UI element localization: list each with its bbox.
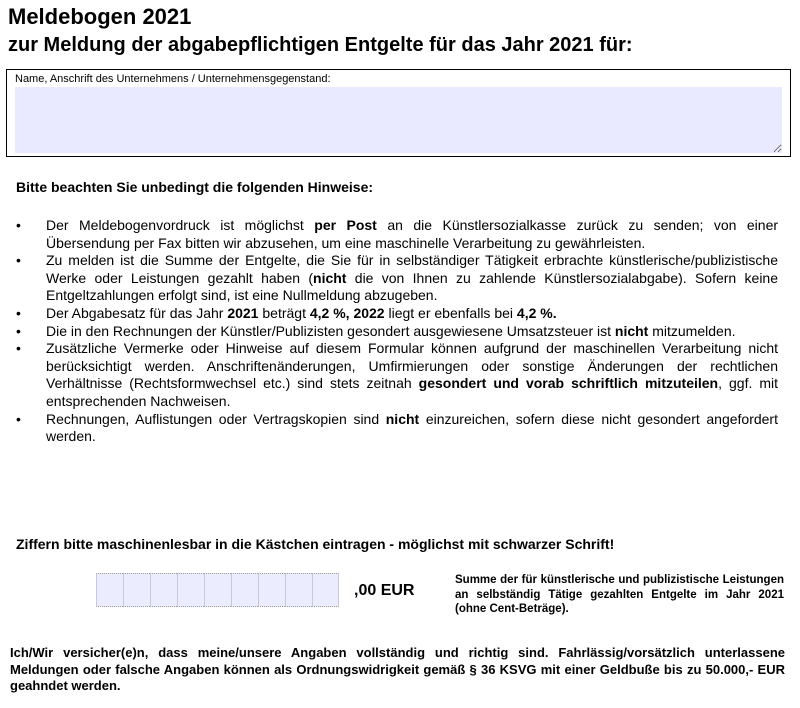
form-title: Meldebogen 2021 [8, 4, 192, 29]
digit-box[interactable] [231, 573, 258, 607]
hint-item-post: • Der Meldebogenvordruck ist möglichst per Post an die Künstlersozialkasse zurück zu senden; von einer Übersendung per Fax bitten wir abzusehen, um eine maschinelle Verarbeitung zu gewährleisten. [16, 217, 778, 252]
digit-box[interactable] [204, 573, 231, 607]
currency-suffix: ,00 EUR [354, 582, 415, 599]
hint-item-umsatzsteuer: • Die in den Rechnungen der Künstler/Publizisten gesondert ausgewiesene Umsatzsteuer ist nicht mitzumelden. [16, 323, 778, 341]
digit-box[interactable] [285, 573, 312, 607]
hint-item-entgelte: • Zu melden ist die Summe der Entgelte, die Sie für in selbständiger Tätigkeit erbrachte künstlerische/publizistische Werke oder Leistungen gezahlt haben (nicht die von Ihnen zu zahlende Künstlersozialabgabe). Sofern keine Entgeltzahlungen erfolgt sind, ist eine Nullmeldung abzugeben. [16, 252, 778, 305]
digit-box[interactable] [258, 573, 285, 607]
digit-box[interactable] [150, 573, 177, 607]
form-subtitle: zur Meldung der abgabepflichtigen Entgelte für das Jahr 2021 für: [8, 34, 633, 56]
amount-digit-boxes [96, 573, 339, 609]
company-section [6, 69, 791, 157]
digit-box[interactable] [123, 573, 150, 607]
digit-box[interactable] [96, 573, 123, 607]
hints-list [16, 217, 778, 446]
hint-item-vermerke: • Zusätzliche Vermerke oder Hinweise auf diesem Formular können aufgrund der maschinellen Verarbeitung nicht berücksichtigt werden. Anschriftenänderungen, Umfirmierungen oder sonstige Änderungen der rechtlichen Verhältnisse (Rechtsformwechsel etc.) sind stets zeitnah gesondert und vorab schriftlich mitzuteilen, ggf. mit entsprechenden Nachweisen. [16, 340, 778, 410]
hint-item-abgabesatz: • Der Abgabesatz für das Jahr 2021 beträgt 4,2 %, 2022 liegt er ebenfalls bei 4,2 %. [16, 305, 778, 323]
digits-instruction: Ziffern bitte maschinenlesbar in die Kästchen eintragen - möglichst mit schwarzer Schrift! [16, 536, 615, 552]
hints-title: Bitte beachten Sie unbedingt die folgenden Hinweise: [16, 179, 374, 195]
hint-item-rechnungen: • Rechnungen, Auflistungen oder Vertragskopien sind nicht einzureichen, sofern diese nicht gesondert angefordert werden. [16, 411, 778, 446]
digit-box[interactable] [312, 573, 339, 607]
digit-box[interactable] [177, 573, 204, 607]
amount-description: Summe der für künstlerische und publizistische Leistungen an selbständig Tätige gezahlten Entgelte im Jahr 2021 (ohne Cent-Beträge). [455, 574, 784, 615]
declaration-text: Ich/Wir versicher(e)n, dass meine/unsere Angaben vollständig und richtig sind. Fahrlässig/vorsätzlich unterlassene Meldungen oder falsche Angaben können als Ordnungswidrigkeit gemäß § 36 KSVG mit einer Geldbuße bis zu 50.000,- EUR geahndet werden. [10, 645, 785, 693]
company-label: Name, Anschrift des Unternehmens / Unternehmensgegenstand: [15, 73, 331, 85]
company-input[interactable] [15, 87, 782, 153]
